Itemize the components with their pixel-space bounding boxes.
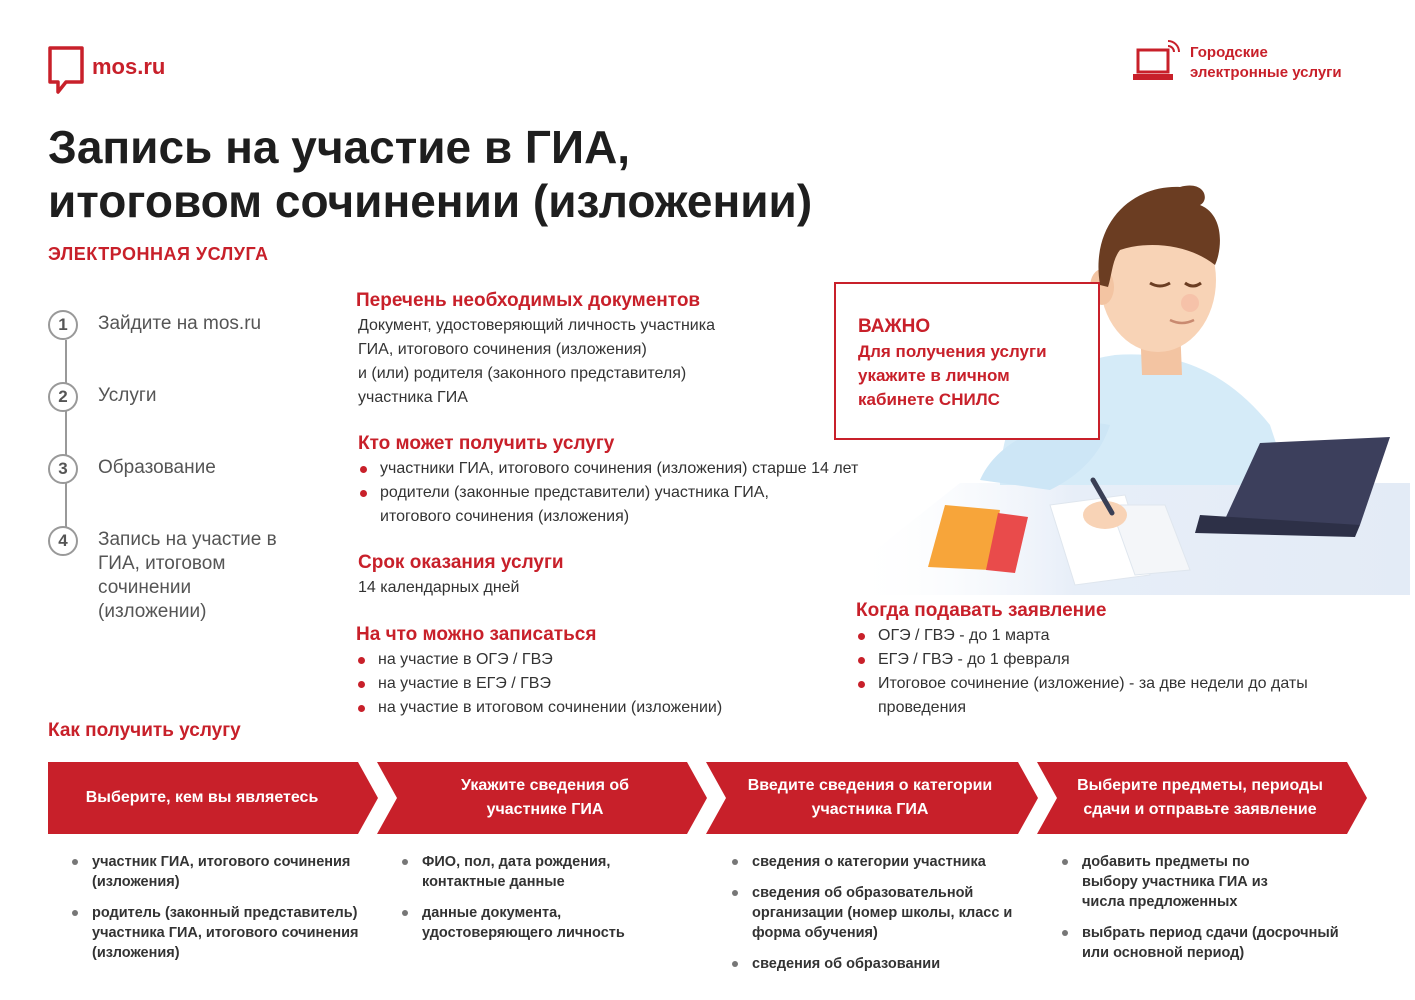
step-3 bbox=[48, 454, 298, 484]
step-number: 4 bbox=[48, 526, 78, 556]
process-step-3-details bbox=[730, 852, 1030, 985]
list-item: Итоговое сочинение (изложение) - за две недели до даты проведения bbox=[856, 672, 1308, 720]
documents-line: ГИА, итогового сочинения (изложения) bbox=[358, 341, 647, 358]
step-label: Образование bbox=[98, 457, 216, 478]
mosru-logo[interactable] bbox=[48, 46, 165, 94]
list-item: сведения об образовании bbox=[730, 954, 1030, 974]
who-heading: Кто может получить услугу bbox=[358, 433, 615, 454]
important-line: укажите в личном bbox=[858, 366, 1010, 385]
step-label: Услуги bbox=[98, 385, 157, 406]
documents-line: участника ГИА bbox=[358, 389, 468, 406]
important-box bbox=[834, 282, 1100, 440]
process-step-label: Укажите сведения об участнике ГИА bbox=[460, 777, 630, 818]
step-number: 2 bbox=[48, 382, 78, 412]
documents-section bbox=[356, 290, 816, 410]
page-subtitle: ЭЛЕКТРОННАЯ УСЛУГА bbox=[48, 244, 269, 264]
important-line: кабинете СНИЛС bbox=[858, 390, 1000, 409]
process-step-2-details bbox=[400, 852, 700, 954]
list-item: родитель (законный представитель) участника ГИА, итогового сочинения (изложения) bbox=[70, 903, 377, 963]
documents-line: Документ, удостоверяющий личность участника bbox=[358, 317, 715, 334]
list-item: на участие в итоговом сочинении (изложении) bbox=[356, 696, 836, 720]
step-label: Запись на участие в ГИА, итоговом сочинении (изложении) bbox=[98, 529, 277, 622]
list-item: на участие в ОГЭ / ГВЭ bbox=[356, 648, 836, 672]
step-number: 1 bbox=[48, 310, 78, 340]
term-text: 14 календарных дней bbox=[358, 579, 520, 596]
list-item: участники ГИА, итогового сочинения (изложения) старше 14 лет bbox=[358, 457, 958, 481]
list-item: ОГЭ / ГВЭ - до 1 марта bbox=[856, 624, 1326, 648]
term-section bbox=[358, 552, 818, 600]
brand-line1: Городские bbox=[1190, 44, 1268, 61]
steps-connector bbox=[65, 340, 67, 528]
step-2 bbox=[48, 382, 298, 412]
how-heading: Как получить услугу bbox=[48, 720, 241, 741]
list-item: добавить предметы по выбору участника ГИА из числа предложенных bbox=[1060, 852, 1297, 912]
step-4 bbox=[48, 526, 294, 624]
signup-heading: На что можно записаться bbox=[356, 624, 597, 645]
documents-heading: Перечень необходимых документов bbox=[356, 290, 701, 311]
process-step-label: Введите сведения о категории участника ГИА bbox=[747, 777, 993, 818]
step-1 bbox=[48, 310, 298, 340]
important-heading: ВАЖНО bbox=[858, 316, 931, 337]
documents-line: и (или) родителя (законного представителя) bbox=[358, 365, 687, 382]
important-line: Для получения услуги bbox=[858, 342, 1047, 361]
list-item: данные документа, удостоверяющего личность bbox=[400, 903, 652, 943]
page-title: Запись на участие в ГИА, итоговом сочинении (изложении) bbox=[48, 121, 813, 227]
list-item: сведения о категории участника bbox=[730, 852, 1030, 872]
signup-section bbox=[356, 624, 836, 720]
speech-bubble-icon bbox=[48, 46, 84, 94]
brand-line2: электронные услуги bbox=[1190, 64, 1342, 81]
when-heading: Когда подавать заявление bbox=[856, 600, 1107, 621]
logo-text: mos.ru bbox=[92, 54, 166, 79]
list-item: родители (законные представители) участника ГИА, итогового сочинения (изложения) bbox=[358, 481, 830, 529]
step-number: 3 bbox=[48, 454, 78, 484]
list-item: на участие в ЕГЭ / ГВЭ bbox=[356, 672, 836, 696]
laptop-signal-icon bbox=[1130, 40, 1180, 86]
list-item: ЕГЭ / ГВЭ - до 1 февраля bbox=[856, 648, 1326, 672]
when-section bbox=[856, 600, 1326, 720]
service-brand bbox=[1130, 40, 1342, 86]
process-step-label: Выберите, кем вы являетесь bbox=[85, 789, 319, 806]
list-item: сведения об образовательной организации (номер школы, класс и форма обучения) bbox=[730, 883, 1027, 943]
list-item: ФИО, пол, дата рождения, контактные данные bbox=[400, 852, 642, 892]
process-step-label: Выберите предметы, периоды сдачи и отправьте заявление bbox=[1077, 777, 1323, 818]
step-label: Зайдите на mos.ru bbox=[98, 313, 262, 334]
term-heading: Срок оказания услуги bbox=[358, 552, 564, 573]
list-item: выбрать период сдачи (досрочный или основной период) bbox=[1060, 923, 1367, 963]
process-step-1-details bbox=[70, 852, 390, 974]
process-step-4-details bbox=[1060, 852, 1390, 974]
list-item: участник ГИА, итогового сочинения (изложения) bbox=[70, 852, 372, 892]
